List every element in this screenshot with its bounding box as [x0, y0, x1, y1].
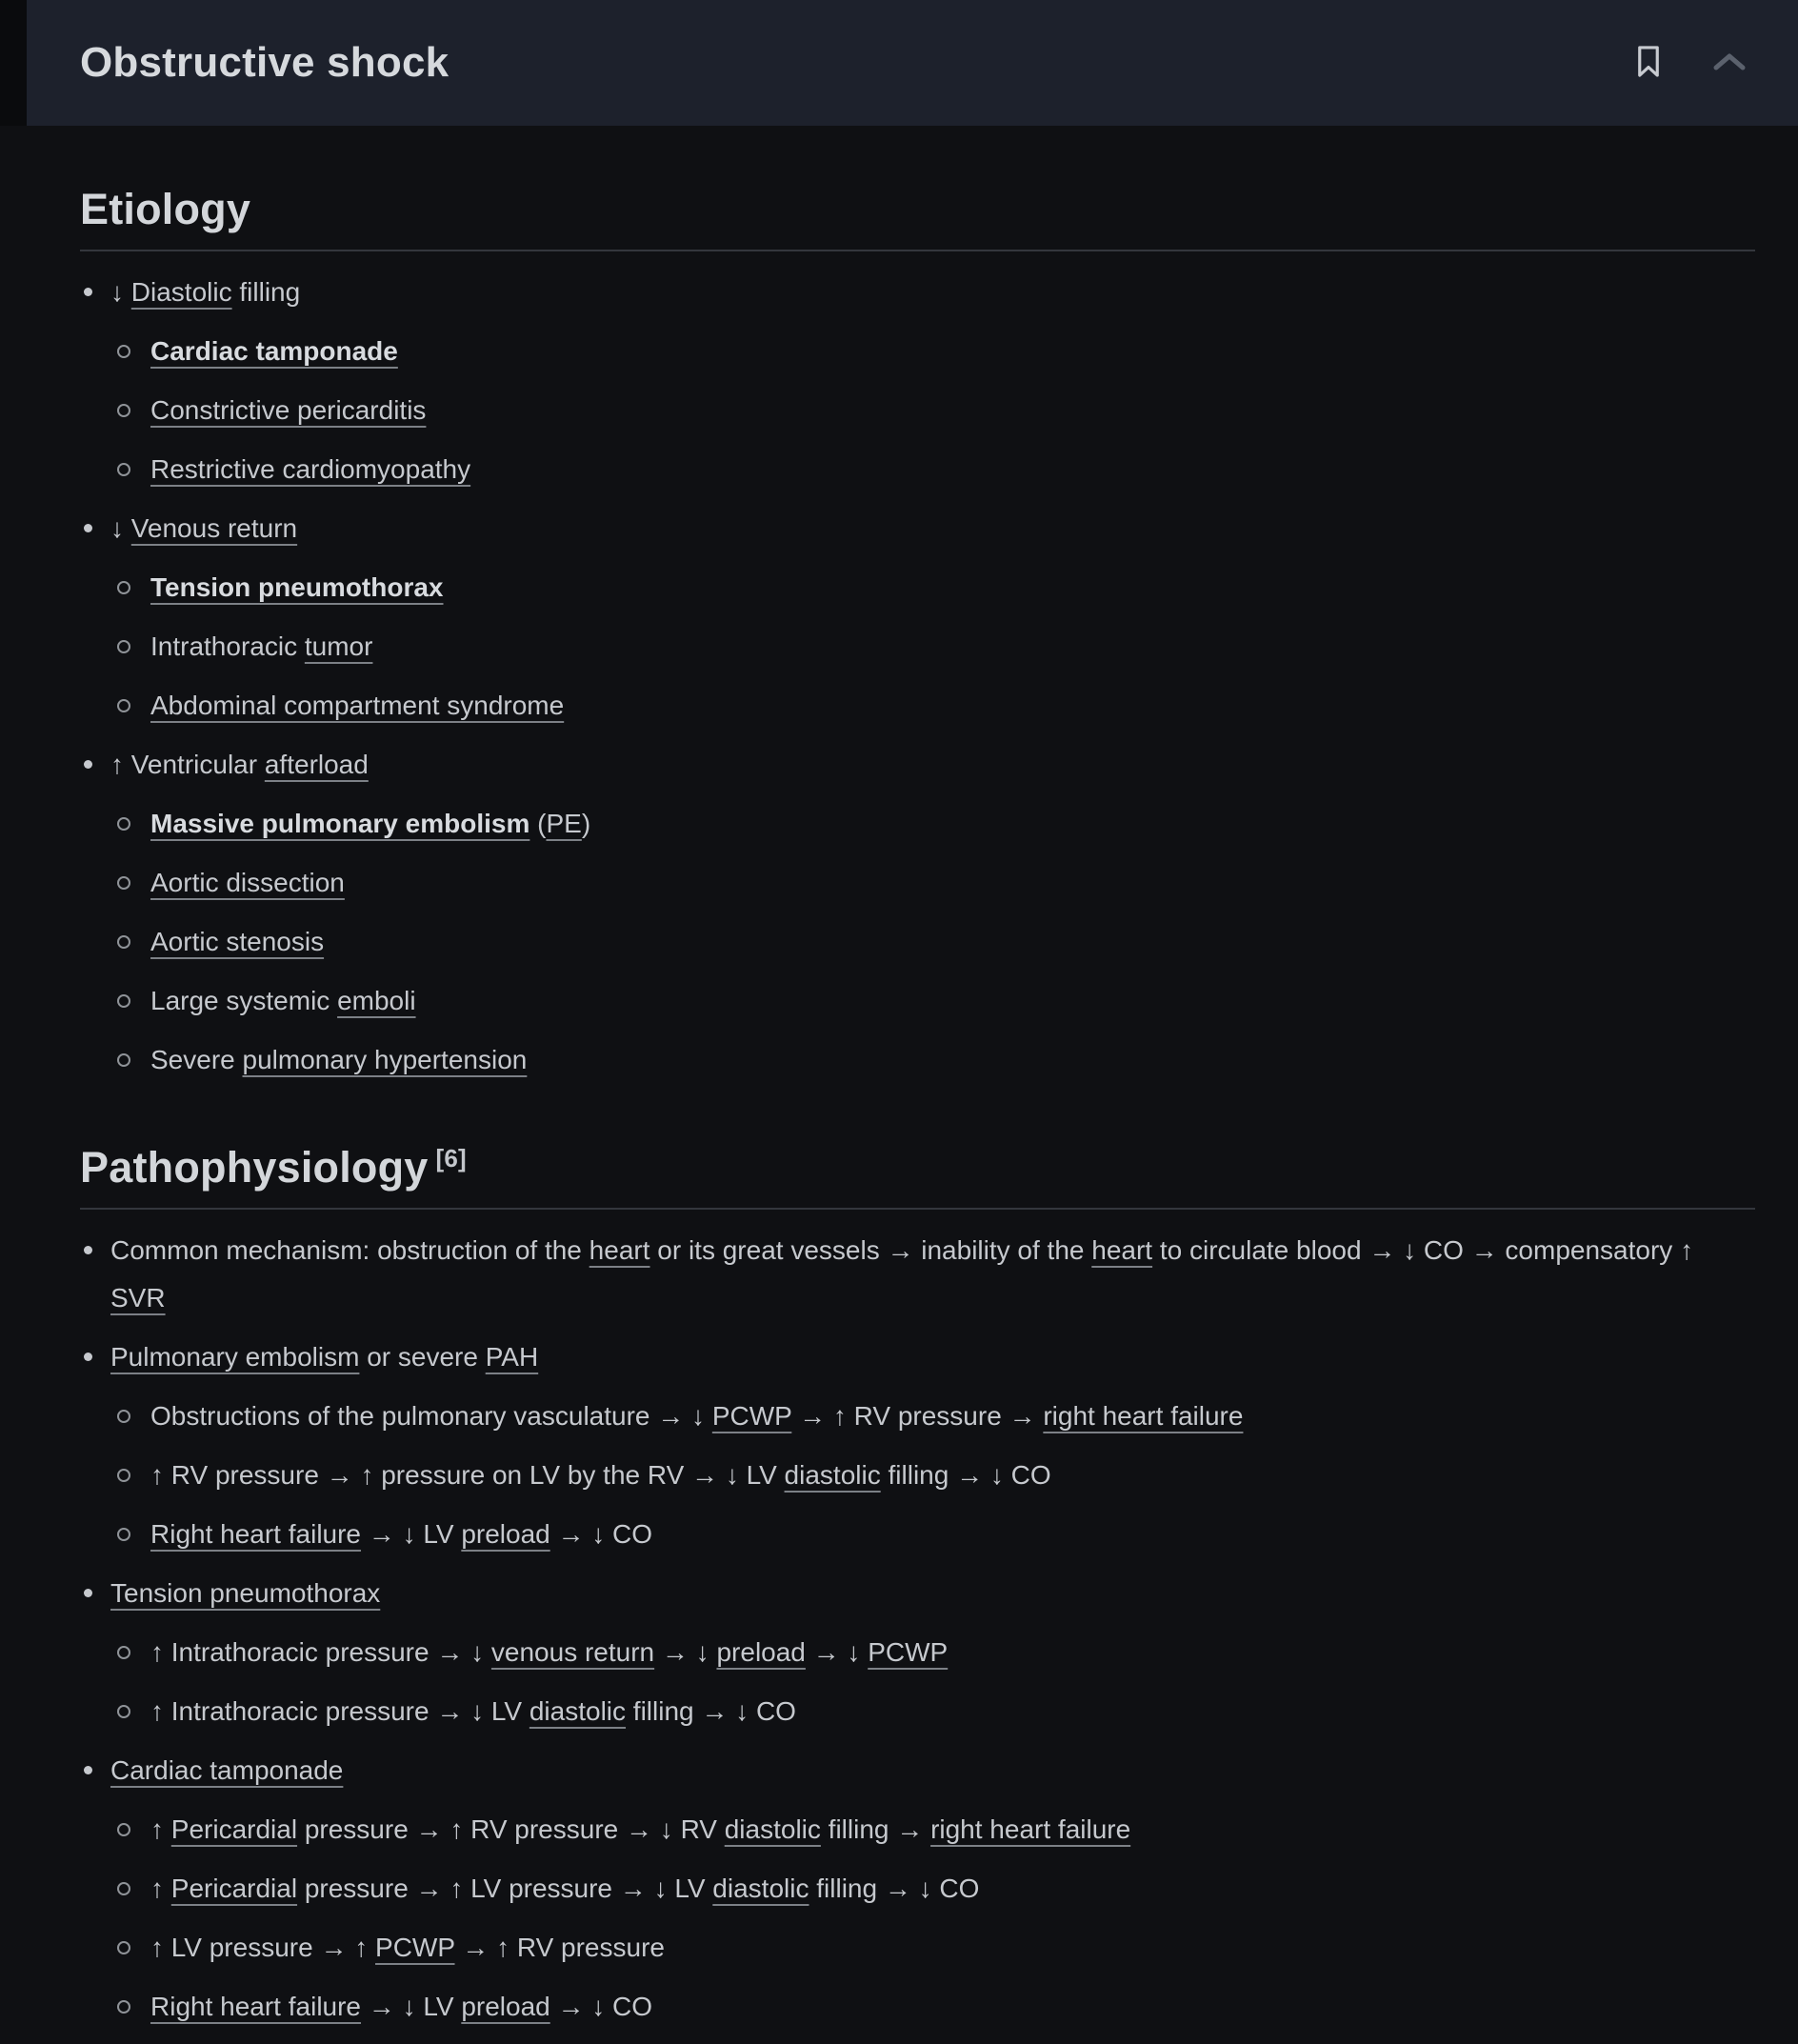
term-link[interactable]: Venous return: [130, 512, 298, 543]
text-segment: Intrathoracic: [150, 631, 305, 661]
text-segment: or its great vessels → inability of the: [649, 1234, 1092, 1265]
text-segment: → ↓: [654, 1636, 717, 1667]
list-item: [80, 1629, 1755, 1676]
term-link[interactable]: Restrictive cardiomyopathy: [150, 453, 471, 484]
reference-marker[interactable]: [6]: [435, 1143, 467, 1172]
text-segment: → ↑ RV pressure: [454, 1932, 665, 1962]
list-item: [80, 269, 1755, 316]
chevron-up-icon: [1712, 51, 1747, 75]
list-item: [80, 859, 1755, 907]
list-item: [80, 1688, 1755, 1735]
text-segment: ↑ Intrathoracic pressure → ↓: [150, 1636, 491, 1667]
term-link[interactable]: Aortic stenosis: [150, 926, 325, 956]
list-item: [80, 505, 1755, 552]
term-link[interactable]: Tension pneumothorax: [110, 1577, 381, 1608]
section-heading-text: Etiology: [80, 185, 251, 233]
list-item: [80, 1983, 1755, 2031]
term-link[interactable]: SVR: [110, 1282, 166, 1313]
term-link[interactable]: PCWP: [711, 1400, 792, 1431]
text-segment: Severe: [150, 1044, 243, 1074]
text-segment: → ↓ LV: [361, 1991, 462, 2021]
bullet-list: [80, 1227, 1755, 2031]
text-segment: filling →: [820, 1814, 931, 1844]
text-segment: to circulate blood → ↓ CO → compensatory ↑: [1152, 1234, 1694, 1265]
text-segment: ↑ Ventricular: [110, 749, 265, 779]
bookmark-icon: [1633, 44, 1664, 82]
term-link[interactable]: PAH: [485, 1341, 539, 1372]
article-title: Obstructive shock: [80, 39, 450, 86]
term-link[interactable]: emboli: [337, 985, 416, 1015]
term-link[interactable]: PCWP: [375, 1932, 455, 1962]
text-segment: → ↓ CO: [549, 1518, 653, 1549]
list-item: [80, 1333, 1755, 1381]
section-heading: [80, 185, 1755, 234]
section: [80, 1143, 1755, 2031]
text-segment: ↑ Intrathoracic pressure → ↓ LV: [150, 1695, 529, 1726]
list-item: [80, 1036, 1755, 1084]
term-link[interactable]: preload: [461, 1991, 550, 2021]
text-segment: filling → ↓ CO: [809, 1873, 980, 1903]
term-link[interactable]: Tension pneumothorax: [150, 571, 444, 602]
term-link[interactable]: tumor: [304, 631, 373, 661]
term-link[interactable]: Pulmonary embolism: [110, 1341, 360, 1372]
text-segment: filling → ↓ CO: [626, 1695, 796, 1726]
text-segment: → ↑ RV pressure →: [791, 1400, 1044, 1431]
text-segment: Obstructions of the pulmonary vasculature → ↓: [150, 1400, 712, 1431]
bookmark-button[interactable]: [1620, 0, 1677, 126]
list-item: [80, 1570, 1755, 1617]
term-link[interactable]: diastolic: [724, 1814, 821, 1844]
term-link[interactable]: pulmonary hypertension: [242, 1044, 528, 1074]
text-segment: ↑: [150, 1814, 171, 1844]
text-segment: ↓: [110, 512, 131, 543]
list-item: [80, 682, 1755, 730]
text-segment: (: [529, 808, 547, 838]
term-link[interactable]: Diastolic: [130, 276, 232, 307]
section-divider: [80, 1208, 1755, 1210]
page-edge: [0, 0, 27, 126]
list-item: [80, 1747, 1755, 1794]
term-link[interactable]: diastolic: [784, 1459, 881, 1490]
section-heading-text: Pathophysiology: [80, 1142, 429, 1192]
text-segment: or severe: [359, 1341, 486, 1372]
text-segment: filling → ↓ CO: [880, 1459, 1051, 1490]
list-item: [80, 741, 1755, 789]
collapse-section-button[interactable]: [1701, 0, 1758, 126]
list-item: [80, 1806, 1755, 1854]
text-segment: ↑ RV pressure → ↑ pressure on LV by the RV → ↓ LV: [150, 1459, 785, 1490]
term-link[interactable]: diastolic: [529, 1695, 627, 1726]
section: [80, 185, 1755, 1084]
list-item: [80, 564, 1755, 611]
text-segment: → ↓ CO: [549, 1991, 653, 2021]
list-item: [80, 387, 1755, 434]
list-item: [80, 328, 1755, 375]
term-link[interactable]: right heart failure: [1043, 1400, 1244, 1431]
list-item: [80, 623, 1755, 671]
text-segment: Common mechanism: obstruction of the: [110, 1234, 589, 1265]
term-link[interactable]: preload: [461, 1518, 550, 1549]
list-item: [80, 1452, 1755, 1499]
list-item: [80, 977, 1755, 1025]
section-divider: [80, 250, 1755, 251]
list-item: [80, 1511, 1755, 1558]
text-segment: ): [581, 808, 591, 838]
term-link[interactable]: Constrictive pericarditis: [150, 394, 427, 425]
term-link[interactable]: Right heart failure: [150, 1991, 362, 2021]
term-link[interactable]: heart: [1091, 1234, 1153, 1265]
list-item: [80, 1865, 1755, 1913]
list-item: [80, 1393, 1755, 1440]
list-item: [80, 800, 1755, 848]
term-link[interactable]: Abdominal compartment syndrome: [150, 690, 565, 720]
term-link[interactable]: Right heart failure: [150, 1518, 362, 1549]
term-link[interactable]: Pericardial: [170, 1814, 298, 1844]
term-link[interactable]: venous return: [490, 1636, 655, 1667]
text-segment: pressure → ↑ RV pressure → ↓ RV: [297, 1814, 725, 1844]
list-item: [80, 918, 1755, 966]
text-segment: Large systemic: [150, 985, 338, 1015]
text-segment: pressure → ↑ LV pressure → ↓ LV: [297, 1873, 713, 1903]
text-segment: → ↓: [805, 1636, 869, 1667]
text-segment: → ↓ LV: [361, 1518, 462, 1549]
term-link[interactable]: diastolic: [712, 1873, 809, 1903]
term-link[interactable]: Cardiac tamponade: [150, 335, 398, 366]
list-item: [80, 1924, 1755, 1972]
term-link[interactable]: afterload: [264, 749, 369, 779]
term-link[interactable]: heart: [589, 1234, 650, 1265]
text-segment: ↑ LV pressure → ↑: [150, 1932, 376, 1962]
term-link[interactable]: right heart failure: [930, 1814, 1131, 1844]
list-item: [80, 1227, 1755, 1322]
term-link[interactable]: Aortic dissection: [150, 867, 345, 897]
bullet-list: [80, 269, 1755, 1084]
term-link[interactable]: PE: [546, 808, 582, 838]
section-heading: [80, 1143, 1755, 1192]
term-link[interactable]: Cardiac tamponade: [110, 1754, 344, 1785]
article-body: [0, 185, 1798, 2031]
text-segment: filling: [231, 276, 301, 307]
term-link[interactable]: Massive pulmonary embolism: [150, 808, 530, 838]
term-link[interactable]: preload: [716, 1636, 806, 1667]
text-segment: ↑: [150, 1873, 171, 1903]
term-link[interactable]: Pericardial: [170, 1873, 298, 1903]
term-link[interactable]: PCWP: [868, 1636, 949, 1667]
text-segment: ↓: [110, 276, 131, 307]
list-item: [80, 446, 1755, 493]
article-header: [27, 0, 1798, 126]
